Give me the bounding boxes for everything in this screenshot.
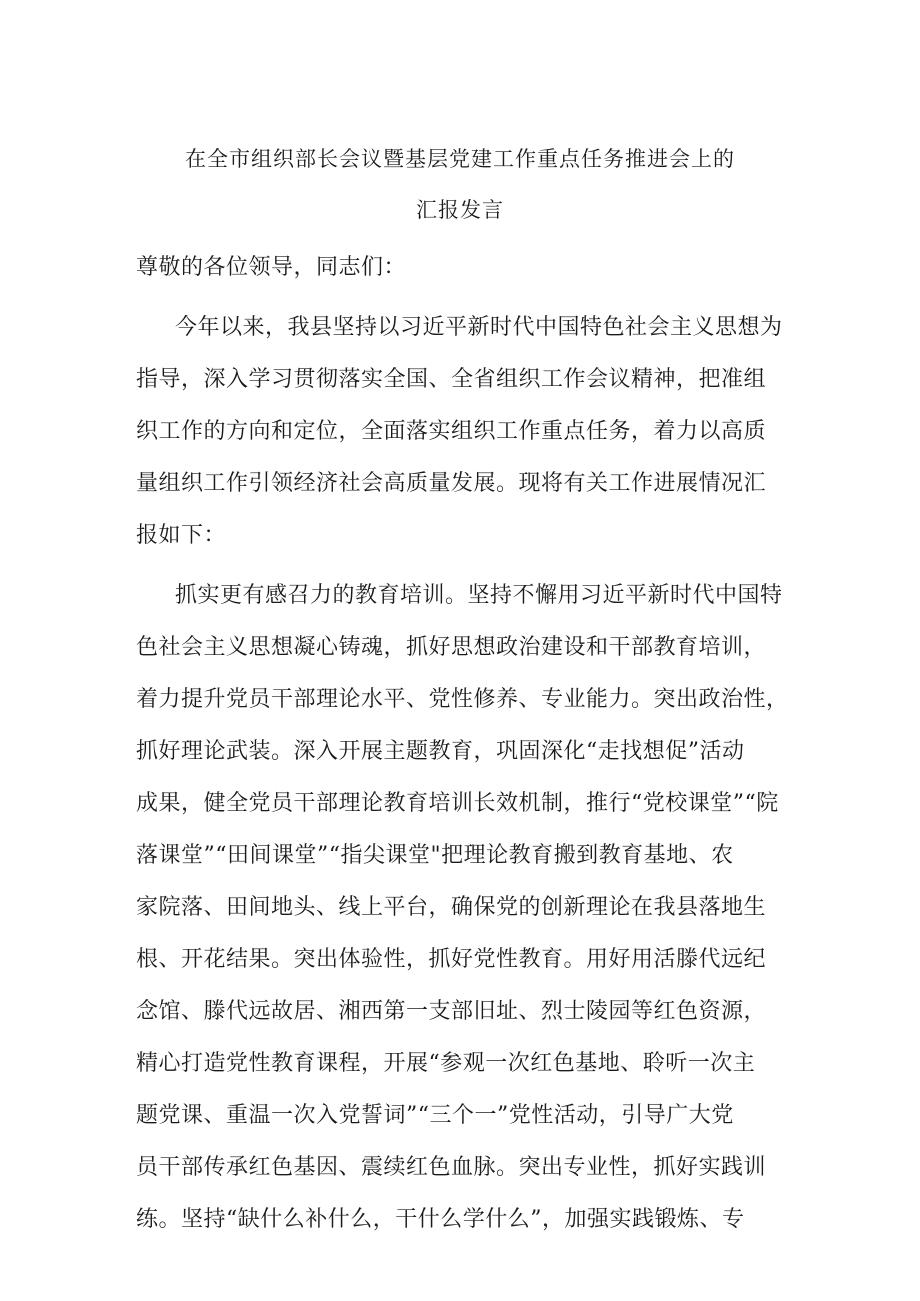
paragraph-2-line: 抓好理论武装。深入开展主题教育，巩固深化“走找想促”活动 bbox=[136, 739, 745, 764]
paragraph-2-line: 成果，健全党员干部理论教育培训长效机制，推行“党校课堂”“院 bbox=[136, 791, 779, 816]
document-title-line-2: 汇报发言 bbox=[416, 198, 504, 222]
paragraph-1-line: 报如下： bbox=[136, 523, 227, 548]
paragraph-1-line: 织工作的方向和定位，全面落实组织工作重点任务，着力以高质 bbox=[136, 419, 767, 444]
paragraph-2-line: 着力提升党员干部理论水平、党性修养、专业能力。突出政治性， bbox=[136, 687, 789, 712]
paragraph-1-line: 量组织工作引领经济社会高质量发展。现将有关工作进展情况汇 bbox=[136, 471, 767, 496]
paragraph-2-line: 练。坚持“缺什么补什么，干什么学什么”，加强实践锻炼、专 bbox=[136, 1207, 745, 1232]
paragraph-2-line: 念馆、滕代远故居、湘西第一支部旧址、烈士陵园等红色资源， bbox=[136, 999, 767, 1024]
paragraph-2-line: 员干部传承红色基因、震续红色血脉。突出专业性，抓好实践训 bbox=[136, 1155, 767, 1180]
paragraph-2-line: 家院落、田间地头、线上平台，确保党的创新理论在我县落地生 bbox=[136, 895, 767, 920]
paragraph-1-line: 指导，深入学习贯彻落实全国、全省组织工作会议精神，把准组 bbox=[136, 367, 767, 392]
salutation: 尊敬的各位领导，同志们： bbox=[136, 255, 407, 280]
paragraph-1-line: 今年以来，我县坚持以习近平新时代中国特色社会主义思想为 bbox=[175, 315, 783, 340]
paragraph-2-line: 精心打造党性教育课程，开展“参观一次红色基地、聆听一次主 bbox=[136, 1051, 756, 1076]
paragraph-2-line: 落课堂”“田间课堂”“指尖课堂"把理论教育搬到教育基地、农 bbox=[136, 843, 734, 868]
paragraph-2-line: 抓实更有感召力的教育培训。坚持不懈用习近平新时代中国特 bbox=[175, 583, 783, 608]
document-title-line-1: 在全市组织部长会议暨基层党建工作重点任务推进会上的 bbox=[185, 147, 735, 171]
paragraph-2-line: 题党课、重温一次入党誓词”“三个一”党性活动，引导广大党 bbox=[136, 1103, 734, 1128]
paragraph-2-line: 根、开花结果。突出体验性，抓好党性教育。用好用活滕代远纪 bbox=[136, 947, 767, 972]
paragraph-2-line: 色社会主义思想凝心铸魂，抓好思想政治建设和干部教育培训， bbox=[136, 635, 767, 660]
